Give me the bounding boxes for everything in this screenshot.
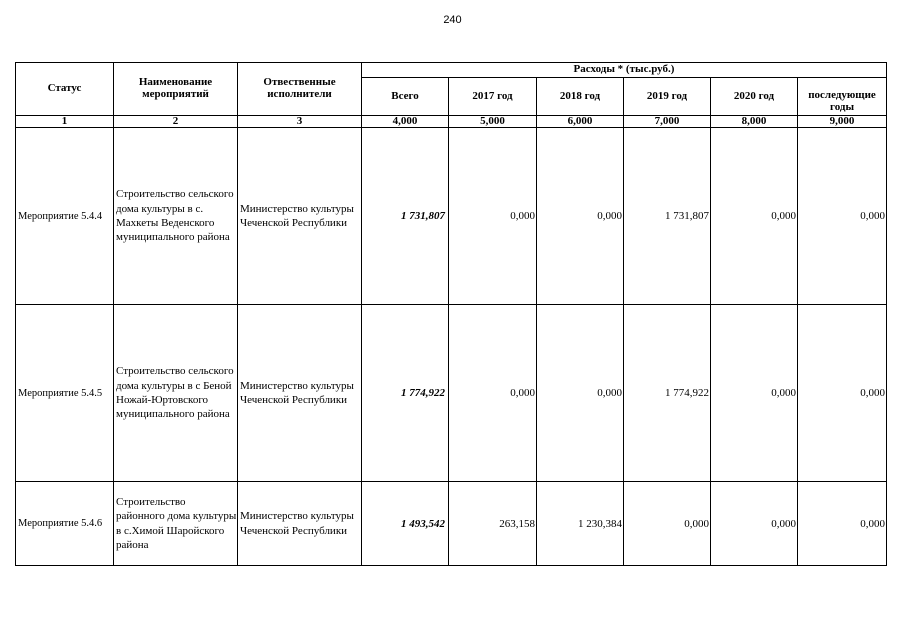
header-subsequent-label: последующие годы [808,89,876,113]
row-2017: 263,158 [449,482,537,566]
row-executor: Министерство культуры Чеченской Республики [238,305,362,482]
row-executor: Министерство культуры Чеченской Республики [238,482,362,566]
column-number: 9,000 [798,116,887,128]
row-2020: 0,000 [711,128,798,305]
table-row [16,128,887,305]
row-subsequent: 0,000 [798,305,887,482]
header-status: Статус [16,63,114,116]
row-2019: 0,000 [624,482,711,566]
row-2017: 0,000 [449,305,537,482]
table-row [16,305,887,482]
row-2018: 0,000 [537,128,624,305]
column-number-row [16,116,887,128]
row-2019: 1 774,922 [624,305,711,482]
row-2017: 0,000 [449,128,537,305]
row-2019: 1 731,807 [624,128,711,305]
row-status: Мероприятие 5.4.4 [16,128,114,305]
header-2018: 2018 год [537,78,624,116]
header-subsequent [798,78,887,116]
table-row [16,482,887,566]
page-number: 240 [443,14,462,26]
column-number: 5,000 [449,116,537,128]
header-expenses: Расходы * (тыс.руб.) [362,63,887,78]
column-number: 7,000 [624,116,711,128]
column-number: 3 [238,116,362,128]
header-2017: 2017 год [449,78,537,116]
header-name: Наименование мероприятий [114,63,238,116]
column-number: 8,000 [711,116,798,128]
row-2018: 0,000 [537,305,624,482]
row-event-name: Строительство сельского дома культуры в с. Махкеты Веденского муниципального района [114,128,238,305]
row-executor: Министерство культуры Чеченской Республики [238,128,362,305]
row-2020: 0,000 [711,305,798,482]
row-subsequent: 0,000 [798,128,887,305]
row-status: Мероприятие 5.4.5 [16,305,114,482]
row-total: 1 731,807 [362,128,449,305]
column-number: 6,000 [537,116,624,128]
header-total: Всего [362,78,449,116]
row-subsequent: 0,000 [798,482,887,566]
budget-table [15,62,887,566]
row-2020: 0,000 [711,482,798,566]
row-event-name: Строительство районного дома культуры в с.Химой Шаройского района [114,482,238,566]
header-2019: 2019 год [624,78,711,116]
row-event-name: Строительство сельского дома культуры в с Беной Ножай-Юртовского муниципального района [114,305,238,482]
row-status: Мероприятие 5.4.6 [16,482,114,566]
header-executors: Отвественные исполнители [238,63,362,116]
column-number: 2 [114,116,238,128]
row-2018: 1 230,384 [537,482,624,566]
row-total: 1 774,922 [362,305,449,482]
column-number: 1 [16,116,114,128]
row-total: 1 493,542 [362,482,449,566]
column-number: 4,000 [362,116,449,128]
header-2020: 2020 год [711,78,798,116]
